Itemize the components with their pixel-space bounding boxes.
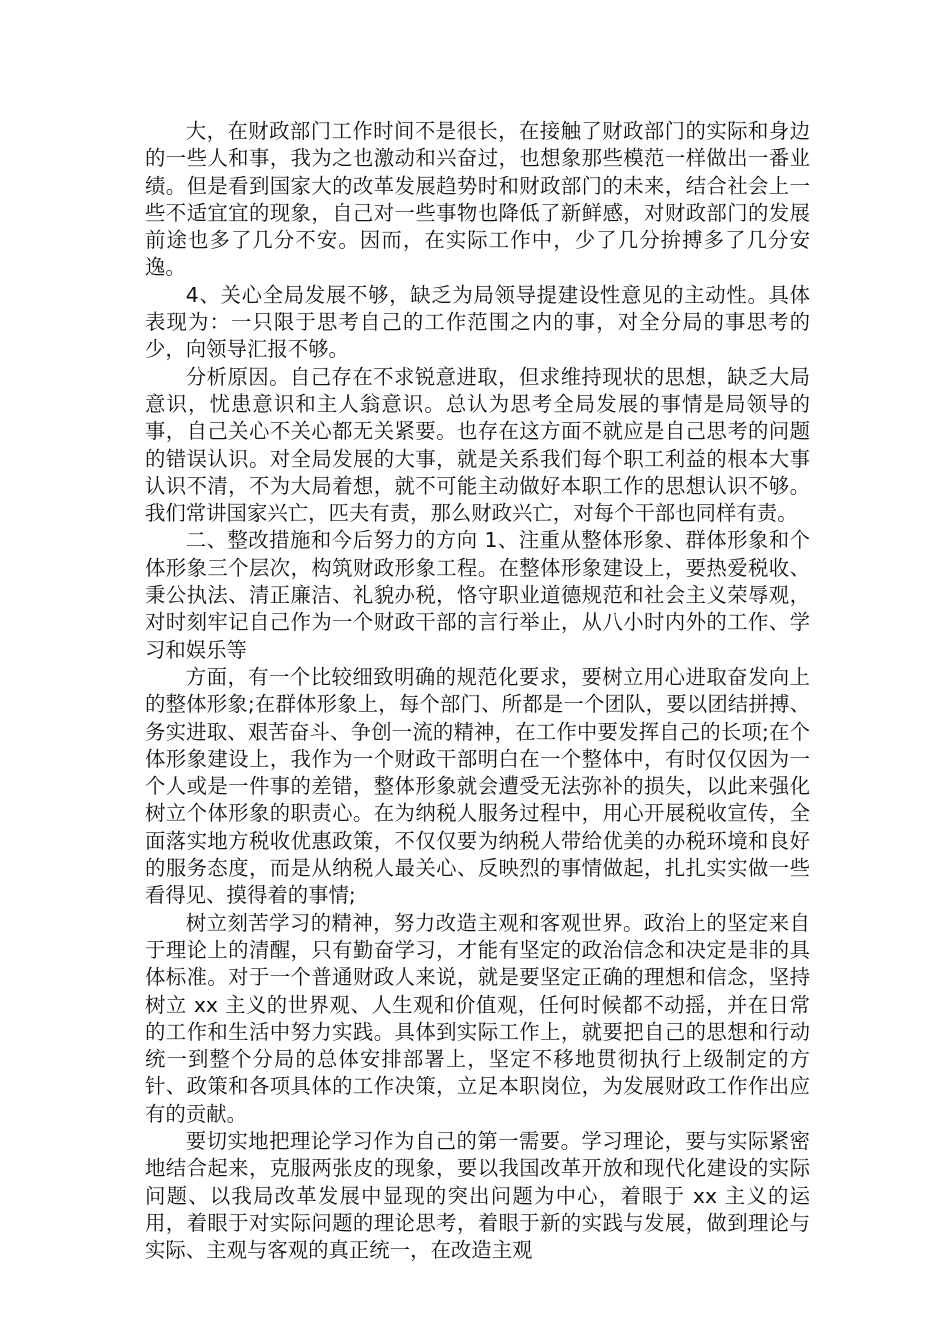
paragraph-2: 4、关心全局发展不够，缺乏为局领导提建设性意见的主动性。具体表现为：一只限于思考自己的工作范围之内的事，对全分局的事思考的少，向领导汇报不够。: [145, 282, 810, 362]
paragraph-1: 大，在财政部门工作时间不是很长，在接触了财政部门的实际和身边的一些人和事，我为之也激动和兴奋过，也想象那些模范一样做出一番业绩。但是看到国家大的改革发展趋势时和财政部门的未来，结合社会上一些不适宜宜的现象，自己对一些事物也降低了新鲜感，对财政部门的发展前途也多了几分不安。因而，在实际工作中，少了几分拚搏多了几分安逸。: [145, 119, 810, 280]
paragraph-4: 二、整改措施和今后努力的方向 1、注重从整体形象、群体形象和个体形象三个层次，构筑财政形象工程。在整体形象建设上，要热爱税收、秉公执法、清正廉洁、礼貌办税，恪守职业道德规范和社会主义荣辱观，对时刻牢记自己作为一个财政干部的言行举止，从八小时内外的工作、学习和娱乐等: [145, 528, 810, 662]
paragraph-7: 要切实地把理论学习作为自己的第一需要。学习理论，要与实际紧密地结合起来，克服两张皮的现象，要以我国改革开放和现代化建设的实际问题、以我局改革发展中显现的突出问题为中心，着眼于 xx 主义的运用，着眼于对实际问题的理论思考，着眼于新的实践与发展，做到理论与实际、主观与客观的真正统一，在改造主观: [145, 1128, 810, 1263]
paragraph-6: 树立刻苦学习的精神，努力改造主观和客观世界。政治上的坚定来自于理论上的清醒，只有勤奋学习，才能有坚定的政治信念和决定是非的具体标准。对于一个普通财政人来说，就是要坚定正确的理想和信念，坚持树立 xx 主义的世界观、人生观和价值观，任何时候都不动摇，并在日常的工作和生活中努力实践。具体到实际工作上，就要把自己的思想和行动统一到整个分局的总体安排部署上，坚定不移地贯彻执行上级制定的方针、政策和各项具体的工作决策，立足本职岗位，为发展财政工作作出应有的贡献。: [145, 910, 810, 1126]
document-body: [145, 118, 810, 1264]
paragraph-5: 方面，有一个比较细致明确的规范化要求，要树立用心进取奋发向上的整体形象;在群体形象上，每个部门、所都是一个团队，要以团结拼搏、务实进取、艰苦奋斗、争创一流的精神，在工作中要发挥自己的长项;在个体形象建设上，我作为一个财政干部明白在一个整体中，有时仅仅因为一个人或是一件事的差错，整体形象就会遭受无法弥补的损失，以此来强化树立个体形象的职责心。在为纳税人服务过程中，用心开展税收宣传，全面落实地方税收优惠政策，不仅仅要为纳税人带给优美的办税环境和良好的服务态度，而是从纳税人最关心、反映烈的事情做起，扎扎实实做一些看得见、摸得着的事情;: [145, 664, 810, 908]
paragraph-3: 分析原因。自己存在不求锐意进取，但求维持现状的思想，缺乏大局意识，忧患意识和主人翁意识。总认为思考全局发展的事情是局领导的事，自己关心不关心都无关紧要。也存在这方面不就应是自己思考的问题的错误认识。对全局发展的大事，就是关系我们每个职工利益的根本大事认识不清，不为大局着想，就不可能主动做好本职工作的思想认识不够。我们常讲国家兴亡，匹夫有责，那么财政兴亡，对每个干部也同样有责。: [145, 364, 810, 526]
